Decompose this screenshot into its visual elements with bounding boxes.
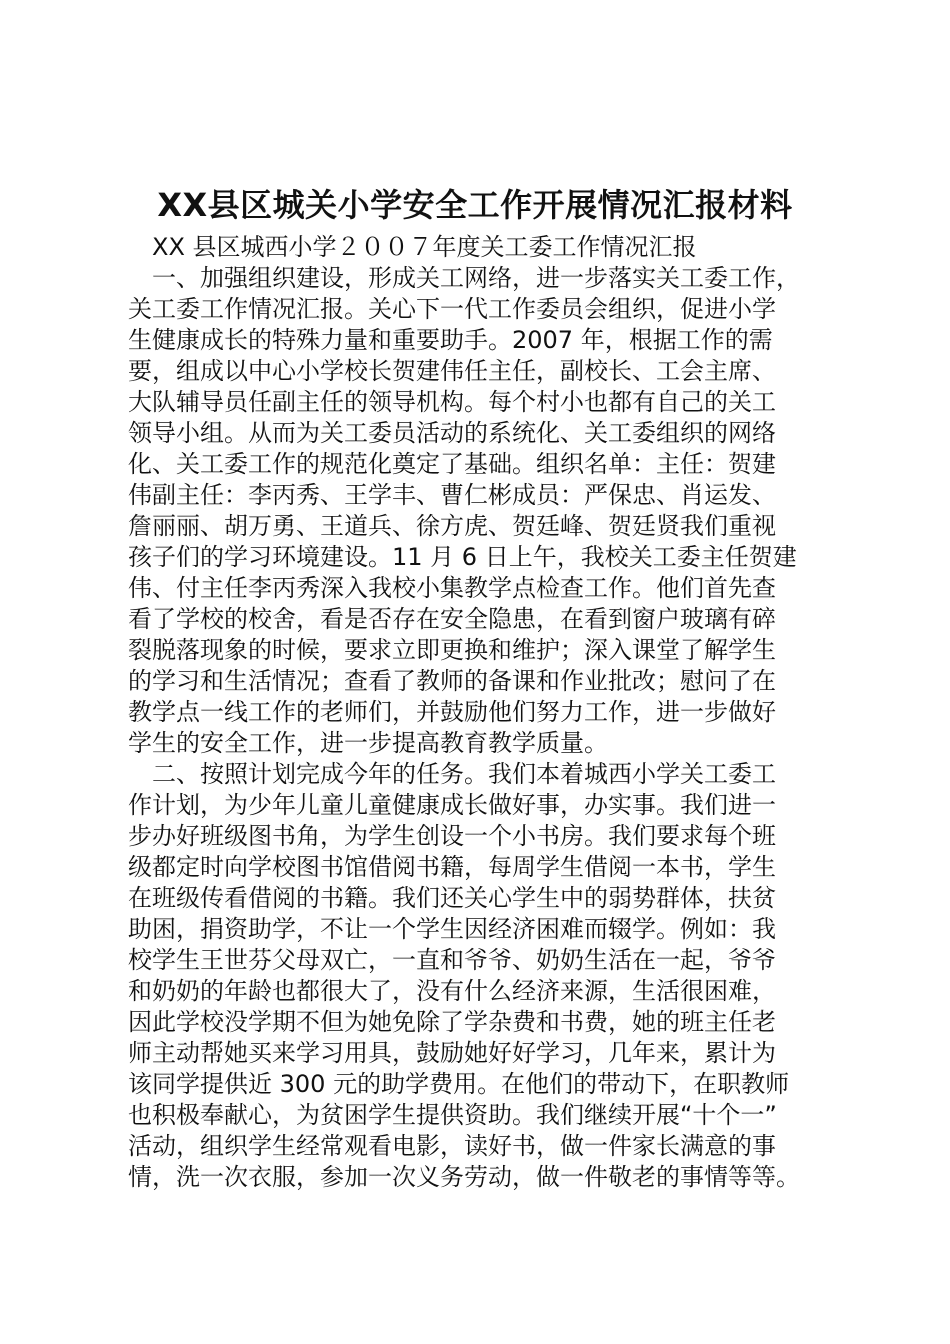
body-line: 要，组成以中心小学校长贺建伟任主任，副校长、工会主席、	[128, 357, 776, 385]
body-line: 步办好班级图书角，为学生创设一个小书房。我们要求每个班	[128, 822, 776, 850]
body-line: 一、加强组织建设，形成关工网络，进一步落实关工委工作，	[128, 264, 800, 292]
body-line: 裂脱落现象的时候，要求立即更换和维护；深入课堂了解学生	[128, 636, 776, 664]
body-line: 领导小组。从而为关工委员活动的系统化、关工委组织的网络	[128, 419, 776, 447]
body-line: 作计划，为少年儿童儿童健康成长做好事，办实事。我们进一	[128, 791, 776, 819]
body-line: 大队辅导员任副主任的领导机构。每个村小也都有自己的关工	[128, 388, 776, 416]
body-line: 詹丽丽、胡万勇、王道兵、徐方虎、贺廷峰、贺廷贤我们重视	[128, 512, 776, 540]
body-line: 校学生王世芬父母双亡，一直和爷爷、奶奶生活在一起，爷爷	[128, 946, 776, 974]
body-line: 因此学校没学期不但为她免除了学杂费和书费，她的班主任老	[128, 1008, 776, 1036]
body-line: 也积极奉献心，为贫困学生提供资助。我们继续开展“十个一”	[128, 1101, 777, 1129]
body-line: 学生的安全工作，进一步提高教育教学质量。	[128, 729, 608, 757]
body-line: 教学点一线工作的老师们，并鼓励他们努力工作，进一步做好	[128, 698, 776, 726]
document-title: XX县区城关小学安全工作开展情况汇报材料	[157, 186, 793, 224]
body-line: 看了学校的校舍，看是否存在安全隐患，在看到窗户玻璃有碎	[128, 605, 776, 633]
body-line: 的学习和生活情况；查看了教师的备课和作业批改；慰问了在	[128, 667, 776, 695]
body-line: 助困，捐资助学，不让一个学生因经济困难而辍学。例如：我	[128, 915, 776, 943]
body-line: 和奶奶的年龄也都很大了，没有什么经济来源，生活很困难，	[128, 977, 776, 1005]
body-line: 该同学提供近 300 元的助学费用。在他们的带动下，在职教师	[128, 1070, 790, 1098]
body-line: 级都定时向学校图书馆借阅书籍，每周学生借阅一本书，学生	[128, 853, 776, 881]
body-line: 化、关工委工作的规范化奠定了基础。组织名单：主任：贺建	[128, 450, 776, 478]
document-body	[128, 232, 848, 1193]
body-line: 活动，组织学生经常观看电影，读好书，做一件家长满意的事	[128, 1132, 776, 1160]
body-line: 生健康成长的特殊力量和重要助手。2007 年，根据工作的需	[128, 326, 773, 354]
body-line: 伟副主任：李丙秀、王学丰、曹仁彬成员：严保忠、肖运发、	[128, 481, 776, 509]
body-line: 关工委工作情况汇报。关心下一代工作委员会组织，促进小学	[128, 295, 776, 323]
body-line: 二、按照计划完成今年的任务。我们本着城西小学关工委工	[128, 760, 776, 788]
body-line: 伟、付主任李丙秀深入我校小集教学点检查工作。他们首先查	[128, 574, 776, 602]
body-line: 师主动帮她买来学习用具，鼓励她好好学习，几年来，累计为	[128, 1039, 776, 1067]
body-line: 在班级传看借阅的书籍。我们还关心学生中的弱势群体，扶贫	[128, 884, 776, 912]
body-line: XX 县区城西小学２００７年度关工委工作情况汇报	[128, 233, 697, 261]
body-line: 孩子们的学习环境建设。11 月 6 日上午，我校关工委主任贺建	[128, 543, 797, 571]
body-line: 情，洗一次衣服，参加一次义务劳动，做一件敬老的事情等等。	[128, 1163, 800, 1191]
